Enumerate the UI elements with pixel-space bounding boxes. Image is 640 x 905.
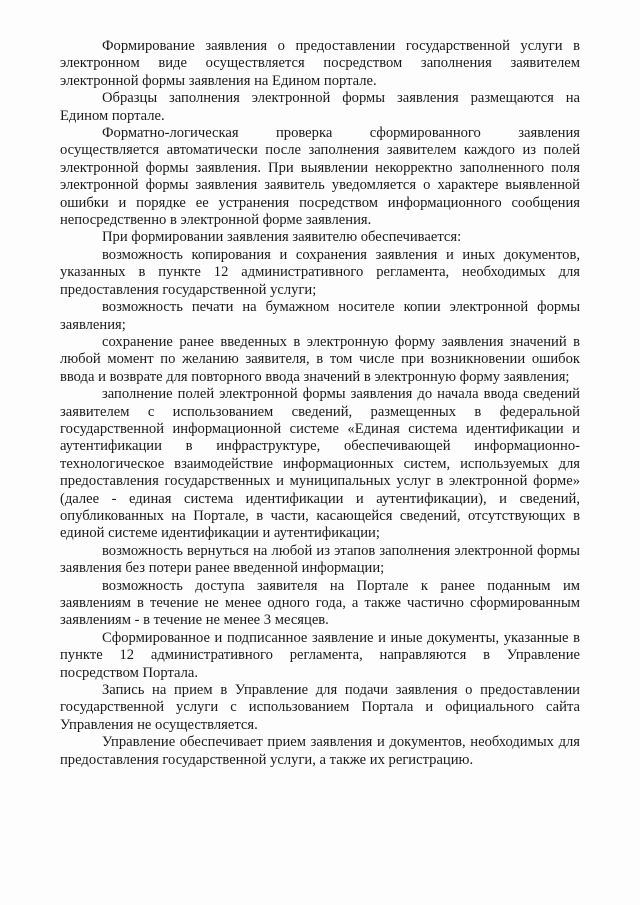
paragraph-validation: Форматно-логическая проверка сформированного заявления осуществляется автоматически после заполнения заявителем каждого из полей электронной формы заявления. При выявлении некорректно заполненного поля электронной формы заявления заявитель уведомляется о характере выявленной ошибки и порядке ее устранения посредством информационного сообщения непосредственно в электронной форме заявления.	[60, 125, 580, 229]
paragraph-appointment: Запись на прием в Управление для подачи заявления о предоставлении государственной услуги с использованием Портала и официального сайта Управления не осуществляется.	[60, 682, 580, 733]
paragraph-submission: Сформированное и подписанное заявление и иные документы, указанные в пункте 12 административного регламента, направляются в Управление посредством Портала.	[60, 629, 580, 681]
paragraph-registration: Управление обеспечивает прием заявления и документов, необходимых для предоставления государственной услуги, а также их регистрацию.	[60, 734, 580, 768]
paragraph-return-step: возможность вернуться на любой из этапов заполнения электронной формы заявления без потери ранее введенной информации;	[60, 542, 580, 577]
paragraph-preserve-values: сохранение ранее введенных в электронную форму заявления значений в любой момент по желанию заявителя, в том числе при возникновении ошибок ввода и возврате для повторного ввода значений в электронную форму заявления;	[60, 333, 580, 385]
paragraph-electronic-form: Формирование заявления о предоставлении государственной услуги в электронном виде осуществляется посредством заполнения заявителем электронной формы заявления на Едином портале.	[60, 38, 580, 89]
paragraph-samples: Образцы заполнения электронной формы заявления размещаются на Едином портале.	[60, 90, 580, 124]
paragraph-copy-save: возможность копирования и сохранения заявления и иных документов, указанных в пункте 12 административного регламента, необходимых для предоставления государственной услуги;	[60, 246, 580, 298]
paragraph-provisions-intro: При формировании заявления заявителю обеспечивается:	[102, 229, 462, 246]
paragraph-print: возможность печати на бумажном носителе копии электронной формы заявления;	[60, 299, 580, 333]
paragraph-access-history: возможность доступа заявителя на Портале к ранее поданным им заявлениям в течение не менее одного года, а также частично сформированным заявлениям - в течение не менее 3 месяцев.	[60, 577, 580, 629]
paragraph-autofill: заполнение полей электронной формы заявления до начала ввода сведений заявителем с использованием сведений, размещенных в федеральной государственной информационной системе «Единая система идентификации и аутентификации в инфраструктуре, обеспечивающей информационно-технологическое взаимодействие информационных систем, используемых для предоставления государственных и муниципальных услуг в электронной форме» (далее - единая система идентификации и аутентификации), и сведений, опубликованных на Портале, в части, касающейся сведений, отсутствующих в единой системе идентификации и аутентификации;	[60, 386, 580, 542]
document-body	[60, 38, 580, 769]
